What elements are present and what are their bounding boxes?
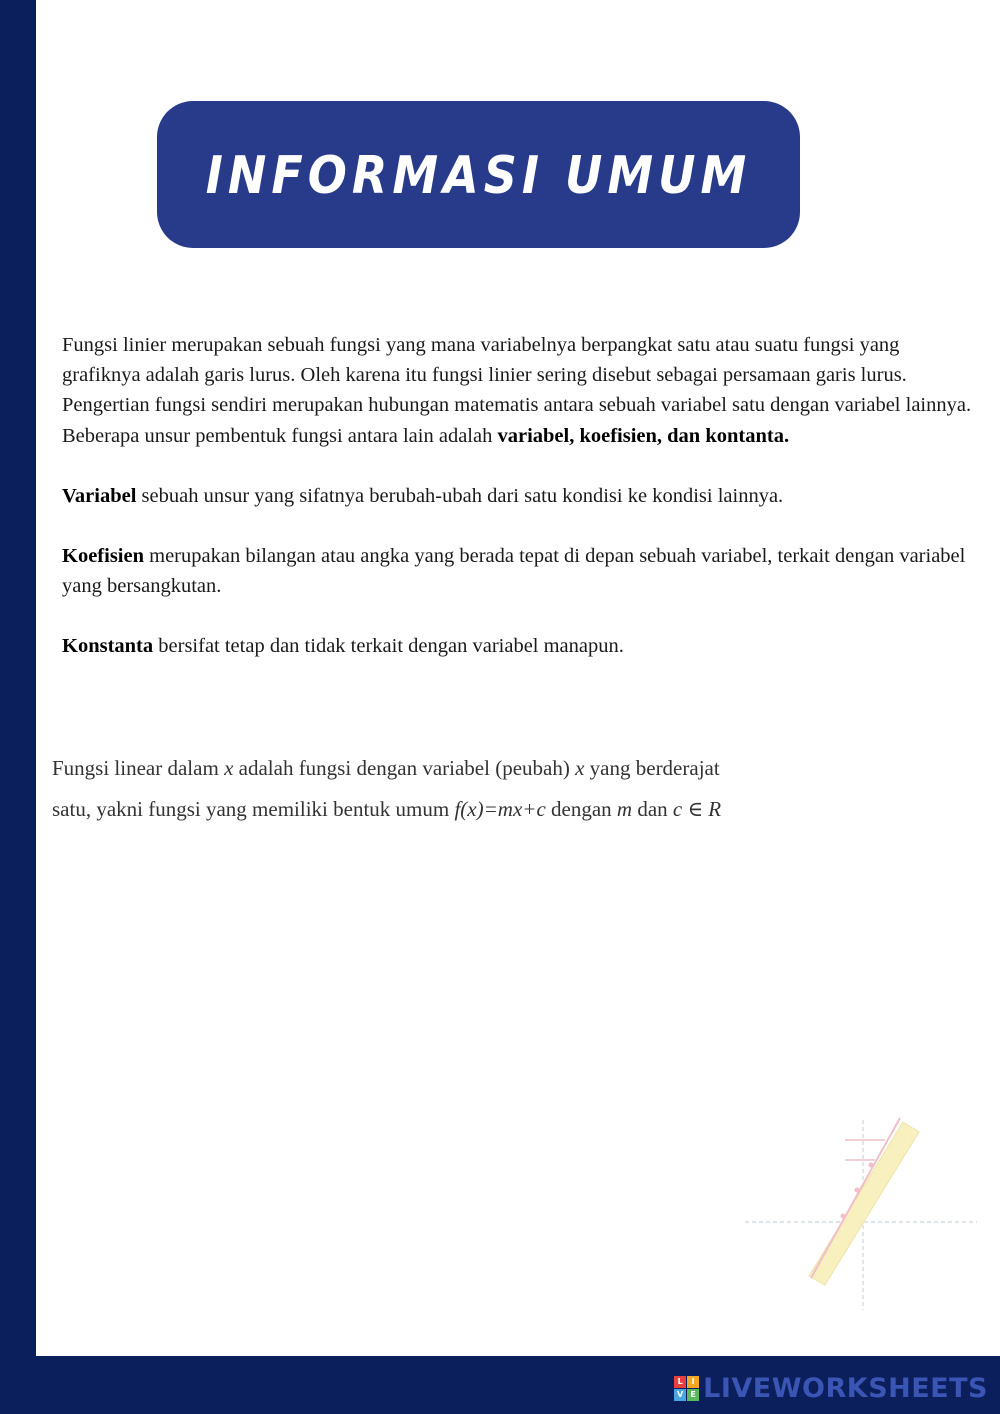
- def-text: dan: [632, 797, 673, 821]
- liveworksheets-brand[interactable]: [674, 1370, 988, 1406]
- def-text: dengan: [545, 797, 617, 821]
- graph-point: [841, 1214, 846, 1219]
- definition-line-2: [52, 789, 852, 830]
- intro-paragraph: [62, 330, 972, 451]
- def-set-r: R: [708, 797, 722, 821]
- logo-letter: E: [687, 1389, 699, 1401]
- variabel-text: sebuah unsur yang sifatnya berubah-ubah dari satu kondisi ke kondisi lainnya.: [136, 484, 784, 507]
- def-var-x: x: [224, 756, 234, 780]
- koefisien-text: merupakan bilangan atau angka yang berada tepat di depan sebuah variabel, terkait dengan variabel yang bersangkutan.: [62, 545, 966, 598]
- def-var-c: c: [672, 797, 683, 821]
- page-title: INFORMASI UMUM: [205, 144, 752, 205]
- koefisien-term: Koefisien: [62, 545, 144, 568]
- def-text: yang berderajat: [584, 756, 720, 780]
- def-text: Fungsi linear dalam: [52, 756, 225, 780]
- title-banner: [157, 101, 800, 248]
- linear-graph-illustration: [745, 1110, 985, 1320]
- variabel-paragraph: [62, 481, 972, 511]
- def-formula: f(x)=mx+c: [454, 797, 546, 821]
- koefisien-paragraph: [62, 541, 972, 601]
- main-content: [62, 330, 972, 692]
- left-border-bar: [0, 0, 36, 1414]
- ruler-icon: [809, 1122, 919, 1285]
- def-var-m: m: [616, 797, 633, 821]
- graph-point: [855, 1188, 860, 1193]
- logo-letter: L: [674, 1376, 686, 1388]
- graph-line: [811, 1118, 900, 1278]
- variabel-term: Variabel: [62, 484, 137, 507]
- konstanta-paragraph: [62, 631, 972, 661]
- intro-bold-terms: variabel, koefisien, dan kontanta.: [497, 424, 790, 447]
- liveworksheets-logo-icon: [674, 1376, 699, 1401]
- logo-letter: V: [674, 1389, 686, 1401]
- def-text: adalah fungsi dengan variabel (peubah): [233, 756, 576, 780]
- linear-function-definition: [52, 748, 852, 830]
- def-element-of: ∈: [682, 797, 709, 821]
- def-text: satu, yakni fungsi yang memiliki bentuk umum: [52, 797, 455, 821]
- konstanta-term: Konstanta: [62, 635, 154, 658]
- definition-line-1: [52, 748, 852, 789]
- konstanta-text: bersifat tetap dan tidak terkait dengan variabel manapun.: [153, 635, 624, 658]
- logo-letter: I: [687, 1376, 699, 1388]
- def-var-x: x: [575, 756, 585, 780]
- brand-name: LIVEWORKSHEETS: [703, 1372, 988, 1404]
- intro-text: Fungsi linier merupakan sebuah fungsi yang mana variabelnya berpangkat satu atau suatu fungsi yang grafiknya adalah garis lurus. Oleh karena itu fungsi linier sering disebut sebagai persamaan garis lurus. Pengertian fungsi sendiri merupakan hubungan matematis antara sebuah variabel satu dengan variabel lainnya. Beberapa unsur pembentuk fungsi antara lain adalah: [62, 334, 972, 447]
- graph-point: [869, 1163, 874, 1168]
